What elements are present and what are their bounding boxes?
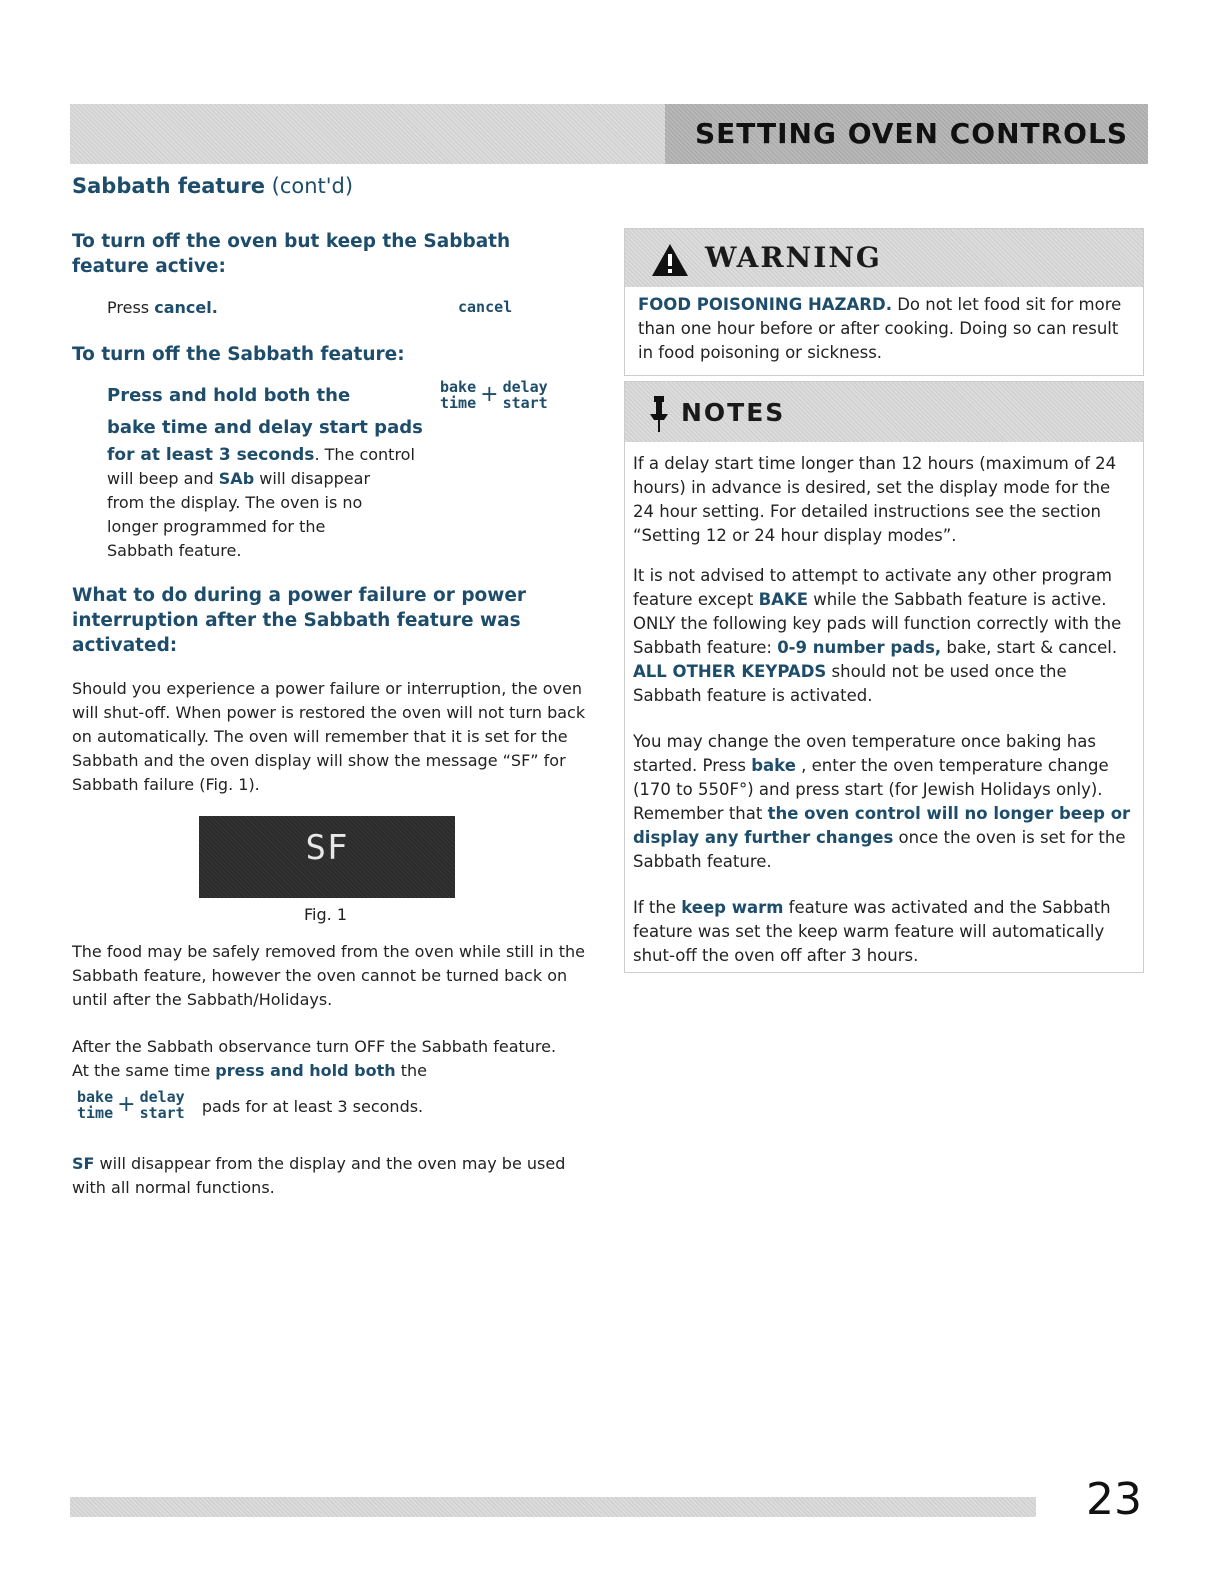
power-failure-paragraph: Should you experience a power failure or interruption, the oven will shut-off. When power is restored the oven will not turn back on automatically. The oven will remember that it is set for the Sabbath and the oven display will show the message “SF” for Sabbath failure (Fig. 1). (72, 679, 586, 794)
note2-a: It is not advised to attempt to activate any other program feature except (633, 566, 1112, 609)
note2-g: should not be used once the Sabbath feature is activated. (633, 662, 1067, 705)
header-band (70, 104, 1148, 164)
note3-c: , enter the oven temperature change (170 to 550F°) and press start (for Jewish Holidays only). Remember that (633, 756, 1109, 823)
warning-header-bar (625, 229, 1143, 287)
time-label-2: time (77, 1104, 114, 1122)
display-readout: SF (305, 828, 349, 868)
warning-body: Do not let food sit for more than one hour before or after cooking. Doing so can result in food poisoning or sickness. (638, 295, 1122, 362)
food-poisoning-hazard: FOOD POISONING HAZARD. (638, 295, 892, 314)
note4-a: If the (633, 898, 682, 917)
figure-caption: Fig. 1 (304, 905, 347, 924)
bake-caps: BAKE (758, 590, 808, 609)
delay-label: delay (502, 378, 548, 396)
turn-off-line2: bake time and delay start pads (107, 417, 423, 438)
notes-title: NOTES (681, 398, 786, 427)
turn-off-line3 (107, 443, 447, 467)
notes-header-bar (625, 382, 1143, 442)
delay-label-2: delay (139, 1088, 185, 1106)
warning-box (624, 228, 1144, 376)
bake-time-key (440, 379, 476, 411)
page-number: 23 (1086, 1474, 1142, 1525)
bake-time-key-2 (77, 1089, 113, 1121)
note4-c: feature was activated and the Sabbath feature was set the keep warm feature will automatically shut-off the oven off after 3 hours. (633, 898, 1111, 965)
plus-sign: + (480, 382, 499, 407)
delay-start-key-2 (140, 1089, 185, 1121)
keep-warm-word: keep warm (681, 898, 784, 917)
press-word: Press (107, 298, 150, 317)
turn-off-duration: for at least 3 seconds (107, 445, 315, 465)
all-other-keypads: ALL OTHER KEYPADS (633, 662, 827, 681)
sab-word: SAb (218, 469, 255, 488)
footer-bar (70, 1497, 1036, 1517)
section-title-suffix: (cont'd) (271, 174, 354, 198)
note2-c: while the Sabbath feature is active. ONLY the following key pads will function correctly with the Sabbath feature: (633, 590, 1122, 657)
plus-sign-2: + (117, 1092, 136, 1117)
time-label: time (440, 394, 477, 412)
after-sabbath-c: the (395, 1061, 428, 1080)
no-beep-warning: the oven control will no longer beep or display any further changes (633, 804, 1131, 847)
bake-time-delay-start-keys (440, 379, 548, 412)
delay-start-key (503, 379, 548, 411)
page-header-title: SETTING OVEN CONTROLS (665, 104, 1148, 164)
oven-display-figure (199, 816, 455, 898)
turn-off-line3-rest: . The control (314, 445, 415, 464)
note-temperature-change (633, 730, 1138, 874)
sf-word: SF (72, 1154, 95, 1173)
start-label-2: start (139, 1104, 185, 1122)
after-sabbath-paragraph (72, 1035, 572, 1083)
power-failure-heading: What to do during a power failure or power interruption after the Sabbath feature was activated: (72, 585, 527, 656)
number-pads: 0-9 number pads, (777, 638, 942, 657)
note3-a: You may change the oven temperature once baking has started. Press (633, 732, 1096, 775)
note-program-features (633, 564, 1138, 708)
pads-instruction (77, 1089, 423, 1122)
sf-disappear-text: will disappear from the display and the oven may be used with all normal functions. (72, 1154, 566, 1197)
keep-active-heading: To turn off the oven but keep the Sabbath feature active: (72, 231, 511, 277)
bake-label: bake (440, 378, 477, 396)
food-removal-paragraph: The food may be safely removed from the oven while still in the Sabbath feature, however the oven cannot be turned back on until after the Sabbath/Holidays. (72, 942, 585, 1009)
turn-off-line4 (107, 467, 447, 491)
keep-active-instruction (107, 296, 218, 320)
cancel-key-label: cancel (458, 298, 513, 316)
turn-off-line6: longer programmed for the (107, 517, 326, 536)
start-label: start (502, 394, 548, 412)
turn-off-line5: from the display. The oven is no (107, 493, 363, 512)
press-hold-both: press and hold both (215, 1061, 396, 1080)
warning-triangle-icon (651, 243, 689, 277)
cancel-word: cancel. (154, 298, 218, 317)
pads-text: pads for at least 3 seconds. (201, 1097, 424, 1116)
note-keep-warm (633, 896, 1113, 968)
sf-disappear-paragraph (72, 1152, 572, 1200)
pushpin-icon (645, 394, 673, 434)
turn-off-line4-a: will beep and (107, 469, 219, 488)
note-delay-start: If a delay start time longer than 12 hours (maximum of 24 hours) in advance is desired, set the display mode for the 24 hour setting. For detailed instructions see the section “Setting 12 or 24 hour display modes”. (633, 454, 1117, 545)
turn-off-line4-c: will disappear (254, 469, 371, 488)
section-title (72, 174, 353, 198)
notes-box (624, 381, 1144, 973)
note3-e: once the oven is set for the Sabbath feature. (633, 828, 1126, 871)
warning-title: WARNING (705, 241, 882, 274)
turn-off-steps (107, 383, 447, 563)
bake-label-2: bake (77, 1088, 114, 1106)
bake-word: bake (751, 756, 796, 775)
note2-e: bake, start & cancel. (941, 638, 1118, 657)
turn-off-heading: To turn off the Sabbath feature: (72, 344, 405, 365)
warning-text (638, 293, 1138, 365)
after-sabbath-a: After the Sabbath observance turn OFF the Sabbath feature. At the same time (72, 1037, 557, 1080)
section-title-main: Sabbath feature (72, 174, 265, 198)
turn-off-line1: Press and hold both the (107, 385, 351, 406)
turn-off-line7: Sabbath feature. (107, 541, 242, 560)
